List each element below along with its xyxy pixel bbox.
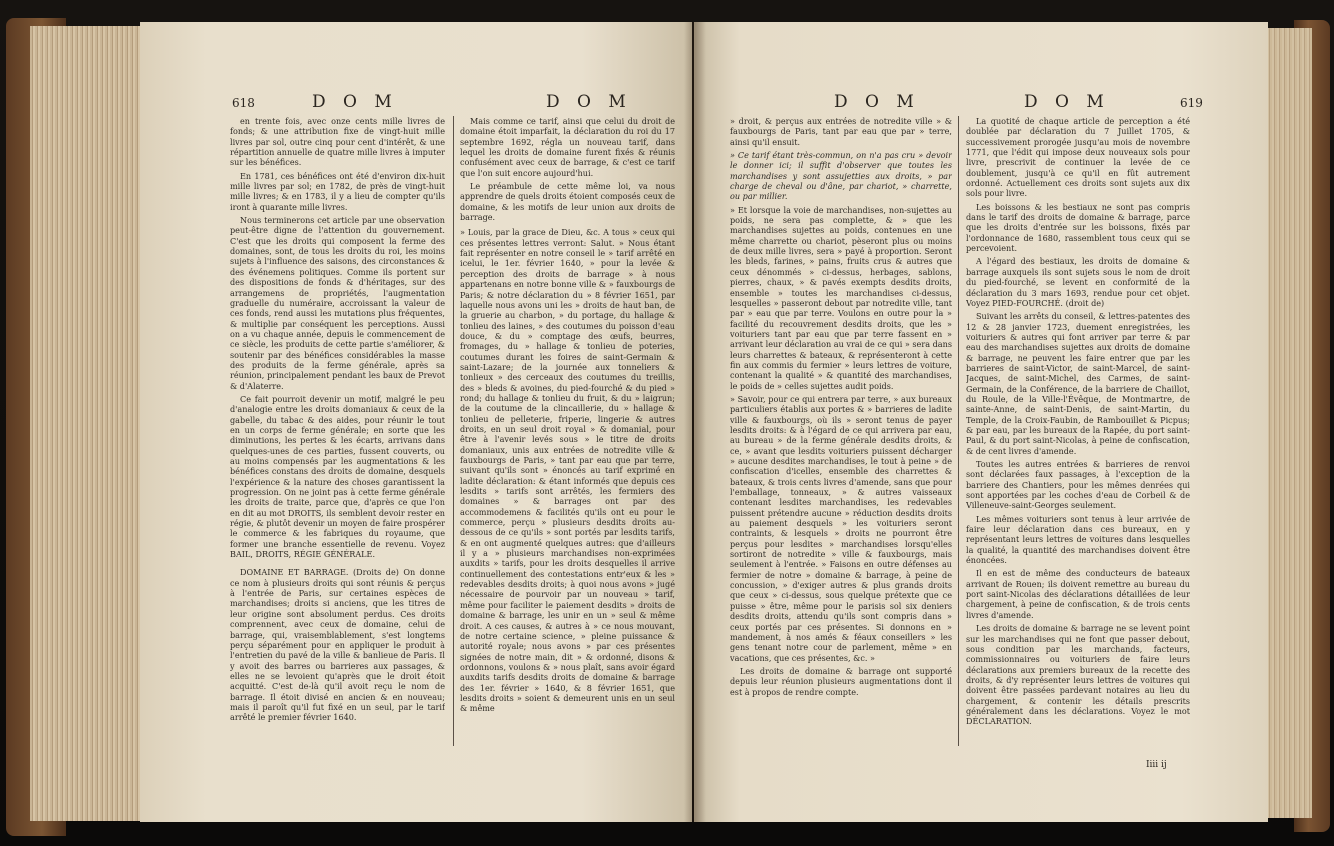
paragraph: Nous terminerons cet article par une observation peut-être digne de l'attention du gouvernement. C'est que les droits qui composent la ferme des domaines, sont, de tous les droits du roi, les moins sujets à l'influence des saisons, des circonstances & des événemens politiques. Comme ils portent sur des dispositions de fonds & d'héritages, sur des arrangemens de propriétés, l'augmentation graduelle du numéraire, accroissant la valeur de ces fonds, rend aussi les mutations plus fréquentes, & multiplie par conséquent les perceptions. Aussi on a vu chaque année, depuis le commencement de ce siècle, les produits de cette partie s'améliorer, & soutenir par des bénéfices considérables la masse des produits de la ferme générale, après sa réunion, principalement pendant les baux de Prevot & d'Alaterre. (230, 215, 445, 391)
paragraph: » Savoir, pour ce qui entrera par terre, » aux bureaux particuliers établis aux portes & » barrieres de ladite ville & fauxbourgs, où ils » seront tenus de payer lesdits droits: & à l'égard de ce qui arrivera par eau, au bureau » de la ferme générale desdits droits, & ce, » avant que lesdits voituriers puissent décharger » aucune desdites marchandises, le tout à peine » de confiscation d'icelles, ensemble des charrettes & bateaux, & trois cents livres d'amende, sans que pour l'emballage, tonneaux, » & autres vaisseaux contenant lesdites marchandises, les redevables puissent prétendre aucune » réduction desdits droits au paiement desquels » les voituriers seront contraints, & lesquels » droits ne pourront être perçus pour lesdites » marchandises lorsqu'elles sortiront de notredite » ville & fauxbourgs, mais seulement à l'entrée. » Faisons en outre défenses au fermier de notre » domaine & barrage, à peine de concussion, » d'exiger autres & plus grands droits que ceux » ci-dessus, sous quelque prétexte que ce puisse » être, même pour le parisis sol six deniers desdits droits, attendu qu'ils sont compris dans » ceux portés par ces présentes. Si donnons en » mandement, à nos amés & féaux conseillers » les gens tenant notre cour de parlement, même » en vacations, que ces présentes, &c. » (730, 393, 952, 663)
paragraph: Mais comme ce tarif, ainsi que celui du droit de domaine étoit imparfait, la déclaration du roi du 17 septembre 1692, régla un nouveau tarif, dans lequel les droits de domaine furent fixés & réunis confusément avec ceux de barrage, & c'est ce tarif que l'on suit encore aujourd'hui. (460, 116, 675, 178)
paragraph: DOMAINE ET BARRAGE. (Droits de) On donne ce nom à plusieurs droits qui sont réunis & perçus à l'entrée de Paris, sur certaines espèces de marchandises; droits si anciens, que les titres de leur origine sont absolument perdus. Ces droits comprennent, avec ceux de domaine, celui de barrage, qui, vraisemblablement, s'est longtems perçu séparément pour en appliquer le produit à l'entretien du pavé de la ville & banlieue de Paris. Il y avoit des barres ou barrieres aux passages, & elles ne se levoient qu'après que le droit étoit acquitté. C'est de-là qu'il avoit reçu le nom de barrage. Il étoit divisé en ancien & en nouveau; mais il paroît qu'il fut fixé en un seul, par le tarif arrêté le premier février 1640. (230, 567, 445, 723)
left-page (140, 22, 692, 822)
paragraph: Les mêmes voituriers sont tenus à leur arrivée de faire leur déclaration dans ces bureaux, en y représentant leurs lettres de voitures dans lesquelles la qualité, la quantité des marchandises doivent être énoncées. (966, 513, 1190, 566)
paragraph: Ce fait pourroit devenir un motif, malgré le peu d'analogie entre les droits domaniaux & ceux de la gabelle, du tabac & des aides, pour réunir le tout en un corps de ferme générale; en sorte que les diminutions, les pertes & les écarts, arrivans dans quelques-unes de ces parties, fussent couverts, ou au moins compensés par les augmentations & les bénéfices constans des droits de domaine, desquels l'expérience & la nature des choses garantissent la progression. On ne joint pas à cette ferme générale les droits de traite, parce que, d'après ce que l'on en dit au mot DROITS, ils semblent devoir rester en régie, & plutôt devenir un moyen de faire prospérer le commerce & les fabriques du royaume, que former une branche essentielle de revenu. Voyez BAIL, DROITS, RÉGIE GÉNÉRALE. (230, 393, 445, 560)
right-running-head-2: D O M (1024, 92, 1110, 112)
paragraph: En 1781, ces bénéfices ont été d'environ dix-huit mille livres par sol; en 1782, de près de vingt-huit mille livres; & en 1783, il y a lieu de compter qu'ils iront à quarante mille livres. (230, 170, 445, 212)
paragraph: Les droits de domaine & barrage ne se levent point sur les marchandises qui ne font que passer debout, sous condition par les marchands, facteurs, commissionnaires ou voituriers de faire leurs déclarations aux premiers bureaux de la recette des droits, & d'y représenter leurs lettres de voitures qui doivent être passées pardevant notaires au lieu du chargement, & contenir les détails prescrits généralement dans les déclarations. Voyez le mot DÉCLARATION. (966, 623, 1190, 727)
paragraph: Les boissons & les bestiaux ne sont pas compris dans le tarif des droits de domaine & barrage, parce que les droits d'entrée sur les boissons, fixés par l'ordonnance de 1680, rassemblent tous ceux qui se percevoient. (966, 201, 1190, 254)
paragraph: Le préambule de cette même loi, va nous apprendre de quels droits étoient composés ceux de domaine, & les motifs de leur union aux droits de barrage. (460, 181, 675, 223)
paragraph: Suivant les arrêts du conseil, & lettres-patentes des 12 & 28 janvier 1723, duement enregistrées, les voituriers & autres qui font arriver par terre & par eau des marchandises sujettes aux droits de domaine & barrage, ne peuvent les faire entrer que par les barrieres de saint-Victor, de saint-Marcel, de saint-Jacques, de saint-Michel, des Carmes, de saint-Germain, de la Conférence, de la barriere de Chaillot, du Roule, de la Ville-l'Évêque, de Montmartre, de sainte-Anne, de saint-Denis, de saint-Martin, du Temple, de la Croix-Faubin, de Rambouillet & Picpus; & par eau, par les bureaux de la Rapée, du port saint-Paul, & du port saint-Nicolas, à peine de confiscation, & de cent livres d'amende. (966, 311, 1190, 456)
paragraph: » Ce tarif étant très-commun, on n'a pas cru » devoir le donner ici; il suffit d'observer que toutes les marchandises y sont assujetties aux droits, » par charge de cheval ou d'âne, par chariot, » charrette, ou par millier. (730, 150, 952, 202)
signature-mark: Iiii ij (1146, 760, 1167, 770)
right-page-number: 619 (1180, 96, 1203, 110)
column-rule (453, 116, 454, 746)
paragraph: Il en est de même des conducteurs de bateaux arrivant de Rouen; ils doivent remettre au bureau du port saint-Nicolas des déclarations détaillées de leur chargement, à peine de confiscation, & de trois cents livres d'amende. (966, 568, 1190, 620)
paragraph: Toutes les autres entrées & barrieres de renvoi sont déclarées faux passages, à l'exception de la barriere des Chantiers, pour les mêmes denrées qui sont apportées par les coches d'eau de Corbeil & de Villeneuve-saint-Georges seulement. (966, 459, 1190, 511)
paragraph: A l'égard des bestiaux, les droits de domaine & barrage auxquels ils sont sujets sous le nom de droit du pied-fourché, se levent en conformité de la déclaration du 3 mars 1693, rendue pour cet objet. Voyez PIED-FOURCHÉ. (droit de) (966, 256, 1190, 308)
paragraph: » droit, & perçus aux entrées de notredite ville » & fauxbourgs de Paris, tant par eau que par » terre, ainsi qu'il ensuit. (730, 116, 952, 147)
column-rule (958, 116, 959, 746)
left-running-head-1: D O M (312, 92, 398, 112)
page-edges-left (30, 26, 150, 821)
paragraph: » Et lorsque la voie de marchandises, non-sujettes au poids, ne sera pas complette, & » que les marchandises sujettes au poids, contenues en une même charrette ou chariot, pèseront plus ou moins de deux mille livres, sera » payé à proportion. Seront les bleds, farines, » pains, fruits crus & autres que ceux dénommés » ci-dessus, herbages, sablons, pierres, chaux, » & pavés exempts desdits droits, ensemble » toutes les marchandises ci-dessus, lesquelles » passeront debout par notredite ville, tant par » eau que par terre. Voulons en outre pour la » facilité du recouvrement desdits droits, que les » voituriers tant par eau que par terre fassent en » arrivant leur déclaration au vrai de ce qui » sera dans leurs charrettes & bateaux, & représenteront à cette fin aux commis du fermier » leurs lettres de voiture, contenant la qualité » & quantité des marchandises, le poids de » celles sujettes audit poids. (730, 204, 952, 391)
left-page-number: 618 (232, 96, 255, 110)
paragraph: en trente fois, avec onze cents mille livres de fonds; & une attribution fixe de vingt-huit mille livres par sol, outre cinq pour cent d'intérêt, & une répartition annuelle de quatre mille livres à imputer sur les bénéfices. (230, 116, 445, 168)
right-column-2 (966, 116, 1190, 756)
left-running-head-2: D O M (546, 92, 632, 112)
left-column-2 (460, 116, 675, 756)
right-page (694, 22, 1268, 822)
paragraph: Les droits de domaine & barrage ont supporté depuis leur réunion plusieurs augmentations dont il est à propos de rendre compte. (730, 665, 952, 697)
left-column-1 (230, 116, 445, 756)
paragraph: La quotité de chaque article de perception a été doublée par déclaration du 7 Juillet 1705, & successivement prorogée jusqu'au mois de novembre 1771, que l'édit qui impose deux nouveaux sols pour livre, prescrivit de continuer la levée de ce doublement, jusqu'à ce qu'il en fût autrement ordonné. Actuellement ces droits sont sujets aux dix sols pour livre. (966, 116, 1190, 199)
right-running-head-1: D O M (834, 92, 920, 112)
book-gutter (684, 22, 706, 822)
paragraph: » Louis, par la grace de Dieu, &c. A tous » ceux qui ces présentes lettres verront: Salut. » Nous étant fait représenter en notre conseil le » tarif arrêté en icelui, le 1er. février 1640, » pour la levée & perception des droits de barrage » à nous appartenans en notre bonne ville & » fauxbourgs de Paris; & notre déclaration du » 8 février 1651, par laquelle nous avons uni les » droits de haut ban, de la gruerie au charbon, » du portage, du hallage & tonlieu des laines, » des coutumes du poisson d'eau douce, & du » comptage des œufs, beurres, fromages, du » hallage & tonlieu de poteries, coutumes durant les foires de saint-Germain & saint-Lazare; de la journée aux tonneliers & tonlieux » des cerceaux des coutumes du treillis, des » bleds & avoines, du pied-fourché & du pied » rond; du hallage & tonlieu du fruit, & du » laigrun; de la coutume de la clincaillerie, du » hallage & tonlieu de pelleterie, friperie, lingerie & autres droits, en un seul droit royal » & domanial, pour être à l'avenir levés sous » le titre de droits domaniaux, unis aux entrées de notredite ville & fauxbourgs de Paris, » tant par eau que par terre, suivant qu'ils sont » énoncés au tarif exprimé en ladite déclaration: & étant informés que depuis ces lesdits » tarifs sont arrêtés, les fermiers des domaines » & barrages ont par des accommodemens & facilités qu'ils ont eu pour le commerce, perçu » plusieurs desdits droits au-dessous de ce qu'ils » sont portés par lesdits tarifs, & en ont augmenté quelques autres: que d'ailleurs il y a » plusieurs marchandises non-exprimées auxdits » tarifs, pour les droits desquelles il arrive continuellement des contestations entr'eux & les » redevables desdits droits; à quoi nous avons » jugé nécessaire de pourvoir par un nouveau » tarif, même pour faciliter le paiement desdits » droits de domaine & barrage, les unir en un » seul & même droit. A ces causes, & autres à » ce nous mouvant, de notre certaine science, » pleine puissance & autorité royale; nous avons » par ces présentes signées de notre main, dit » & ordonné, disons & ordonnons, voulons & » nous plaît, sans avoir égard auxdits tarifs desdits droits de domaine & barrage des 1er. février » 1640, & 8 février 1651, que lesdits droits » soient & demeurent unis en un seul & même (460, 227, 675, 714)
right-column-1 (730, 116, 952, 756)
